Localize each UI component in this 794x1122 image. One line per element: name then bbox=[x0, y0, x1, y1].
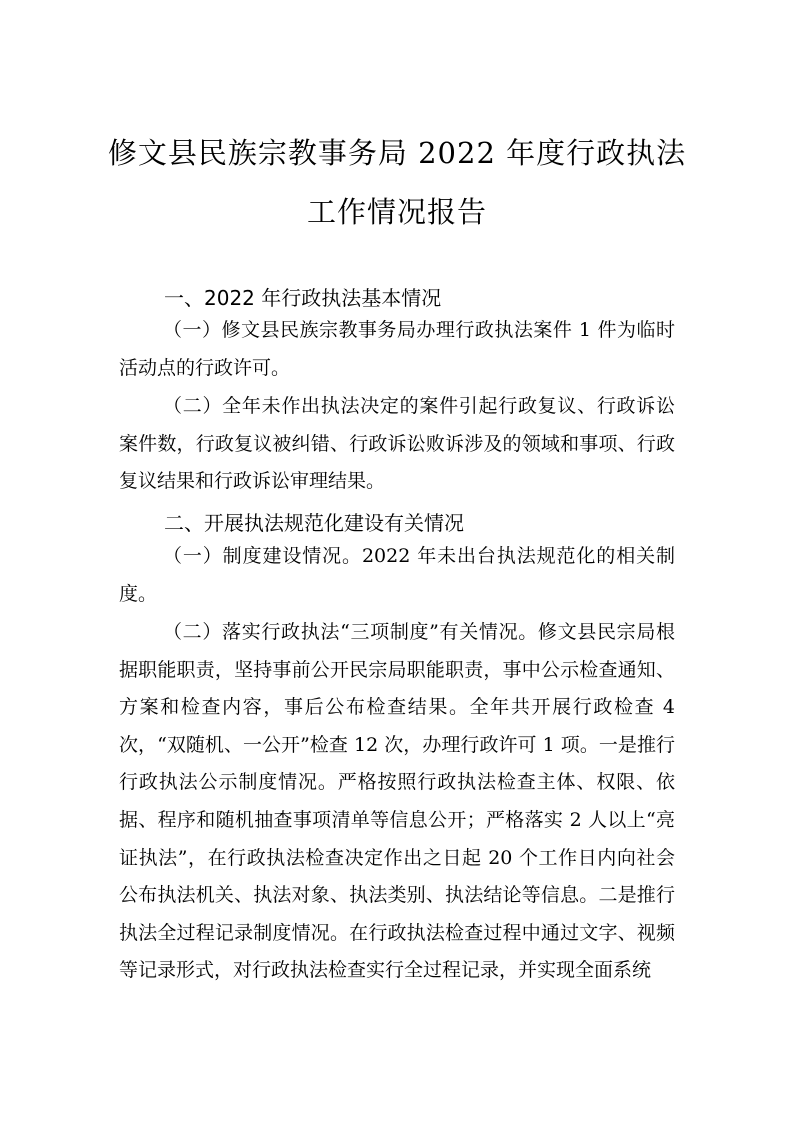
section-1-paragraph-1: （一）修文县民族宗教事务局办理行政执法案件 1 件为临时活动点的行政许可。 bbox=[119, 319, 675, 379]
section-1-heading: 一、2022 年行政执法基本情况 bbox=[164, 286, 442, 310]
section-2-paragraph-2: （二）落实行政执法“三项制度”有关情况。修文县民宗局根据职能职责，坚持事前公开民宗局职能职责，事中公示检查通知、方案和检查内容，事后公布检查结果。全年共开展行政检查 4 次，“双随机、一公开”检查 12 次，办理行政许可 1 项。一是推行行政执法公示制度情况。严格按照行政执法检查主体、权限、依据、程序和随机抽查事项清单等信息公开；严格落实 2 人以上“亮证执法”，在行政执法检查决定作出之日起 20 个工作日内向社会公布执法机关、执法对象、执法类别、执法结论等信息。二是推行执法全过程记录制度情况。在行政执法检查过程中通过文字、视频等记录形式，对行政执法检查实行全过程记录，并实现全面系统 bbox=[119, 621, 675, 982]
section-2-heading: 二、开展执法规范化建设有关情况 bbox=[164, 511, 464, 535]
section-1-paragraph-2: （二）全年未作出执法决定的案件引起行政复议、行政诉讼案件数，行政复议被纠错、行政诉讼败诉涉及的领域和事项、行政复议结果和行政诉讼审理结果。 bbox=[119, 395, 675, 493]
document-title-line-2: 工作情况报告 bbox=[306, 195, 487, 229]
document-title-line-1: 修文县民族宗教事务局 2022 年度行政执法 bbox=[107, 136, 687, 170]
section-2-paragraph-1: （一）制度建设情况。2022 年未出台执法规范化的相关制度。 bbox=[119, 545, 675, 605]
